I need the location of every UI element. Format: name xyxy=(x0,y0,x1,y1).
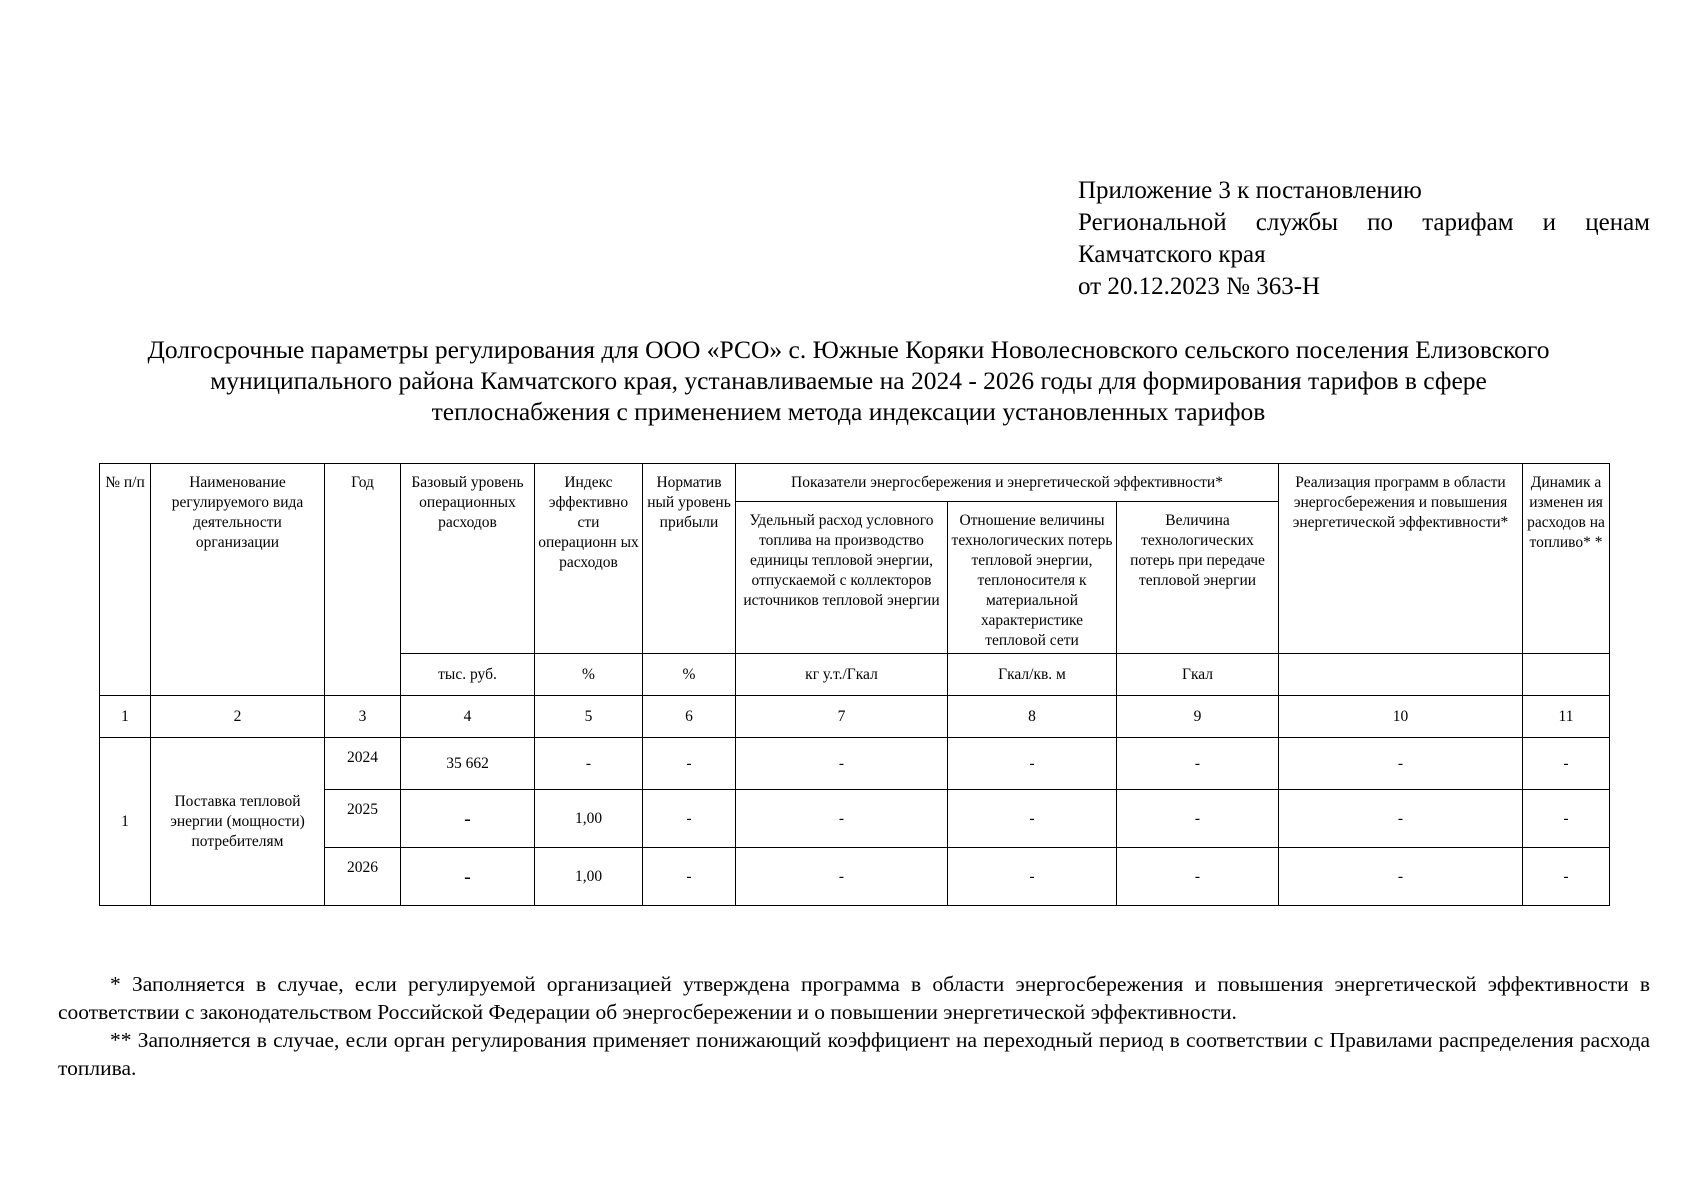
column-number: 10 xyxy=(1279,696,1523,738)
index-cell: 1,00 xyxy=(535,790,643,848)
dynamics-cell: - xyxy=(1523,848,1610,906)
title-line-3: теплоснабжения с применением метода индексации установленных тарифов xyxy=(431,397,1266,426)
profit-cell: - xyxy=(643,790,736,848)
column-number: 1 xyxy=(100,696,151,738)
unit-cell: кг у.т./Гкал xyxy=(736,654,948,696)
column-number: 11 xyxy=(1523,696,1610,738)
header-energy-group: Показатели энергосбережения и энергетической эффективности* xyxy=(736,464,1279,502)
column-number: 8 xyxy=(948,696,1117,738)
appendix-line-4: от 20.12.2023 № 363-Н xyxy=(1078,273,1321,300)
header-profit: Норматив ный уровень прибыли xyxy=(643,464,736,654)
table-row xyxy=(100,738,1610,790)
loss-value-cell: - xyxy=(1117,790,1279,848)
year-cell: 2026 xyxy=(325,848,401,906)
programs-cell: - xyxy=(1279,848,1523,906)
title-line-1: Долгосрочные параметры регулирования для ООО «РСО» с. Южные Коряки Новолесновского сельского поселения Елизовского xyxy=(147,335,1550,364)
year-cell: 2024 xyxy=(325,738,401,790)
header-dynamics: Динамик а изменен ия расходов на топливо* * xyxy=(1523,464,1610,654)
unit-cell-empty xyxy=(1523,654,1610,696)
year-cell: 2025 xyxy=(325,790,401,848)
column-numbers-row xyxy=(100,696,1610,738)
footnote-1: * Заполняется в случае, если регулируемой организацией утверждена программа в области энергосбережения и повышения энергетической эффективности в соответствии с законодательством Российской Федерации об энергосбережении и о повышении энергетической эффективности. xyxy=(58,972,1650,1024)
header-row-1 xyxy=(100,464,1610,502)
header-base-level: Базовый уровень операционных расходов xyxy=(401,464,535,654)
appendix-line-2: Региональной службы по тарифам и ценам xyxy=(1078,209,1650,236)
title-line-2: муниципального района Камчатского края, устанавливаемые на 2024 - 2026 годы для формирования тарифов в сфере xyxy=(210,366,1487,395)
header-programs: Реализация программ в области энергосбережения и повышения энергетической эффективности* xyxy=(1279,464,1523,654)
programs-cell: - xyxy=(1279,738,1523,790)
base-level-cell: - xyxy=(401,790,535,848)
base-level-cell: 35 662 xyxy=(401,738,535,790)
activity-name: Поставка тепловой энергии (мощности) потребителям xyxy=(151,738,325,906)
header-loss-ratio: Отношение величины технологических потерь тепловой энергии, теплоносителя к материальной характеристике тепловой сети xyxy=(948,502,1117,654)
header-fuel: Удельный расход условного топлива на производство единицы тепловой энергии, отпускаемой с коллекторов источников тепловой энергии xyxy=(736,502,948,654)
fuel-cell: - xyxy=(736,848,948,906)
profit-cell: - xyxy=(643,848,736,906)
header-loss-value: Величина технологических потерь при передаче тепловой энергии xyxy=(1117,502,1279,654)
loss-value-cell: - xyxy=(1117,738,1279,790)
unit-cell: % xyxy=(535,654,643,696)
footnotes xyxy=(58,970,1650,1082)
column-number: 7 xyxy=(736,696,948,738)
loss-ratio-cell: - xyxy=(948,790,1117,848)
dynamics-cell: - xyxy=(1523,738,1610,790)
unit-cell-empty xyxy=(1279,654,1523,696)
index-cell: - xyxy=(535,738,643,790)
column-number: 5 xyxy=(535,696,643,738)
programs-cell: - xyxy=(1279,790,1523,848)
loss-ratio-cell: - xyxy=(948,738,1117,790)
unit-cell: % xyxy=(643,654,736,696)
loss-value-cell: - xyxy=(1117,848,1279,906)
base-level-cell: - xyxy=(401,848,535,906)
row-number: 1 xyxy=(100,738,151,906)
unit-cell: Гкал xyxy=(1117,654,1279,696)
table-row xyxy=(100,848,1610,906)
column-number: 9 xyxy=(1117,696,1279,738)
header-no: № п/п xyxy=(100,464,151,696)
unit-cell: тыс. руб. xyxy=(401,654,535,696)
parameters-table xyxy=(99,463,1610,906)
unit-cell: Гкал/кв. м xyxy=(948,654,1117,696)
header-index: Индекс эффективно сти операционн ых расходов xyxy=(535,464,643,654)
appendix-line-3: Камчатского края xyxy=(1078,241,1266,268)
fuel-cell: - xyxy=(736,790,948,848)
column-number: 2 xyxy=(151,696,325,738)
loss-ratio-cell: - xyxy=(948,848,1117,906)
header-year: Год xyxy=(325,464,401,696)
column-number: 3 xyxy=(325,696,401,738)
index-cell: 1,00 xyxy=(535,848,643,906)
column-number: 6 xyxy=(643,696,736,738)
dynamics-cell: - xyxy=(1523,790,1610,848)
fuel-cell: - xyxy=(736,738,948,790)
column-number: 4 xyxy=(401,696,535,738)
profit-cell: - xyxy=(643,738,736,790)
document-title xyxy=(55,334,1642,427)
footnote-2: ** Заполняется в случае, если орган регулирования применяет понижающий коэффициент на переходный период в соответствии с Правилами распределения расхода топлива. xyxy=(58,1028,1650,1080)
table-row xyxy=(100,790,1610,848)
header-activity: Наименование регулируемого вида деятельности организации xyxy=(151,464,325,696)
appendix-line-1: Приложение 3 к постановлению xyxy=(1078,177,1422,204)
appendix-block xyxy=(1078,175,1650,303)
